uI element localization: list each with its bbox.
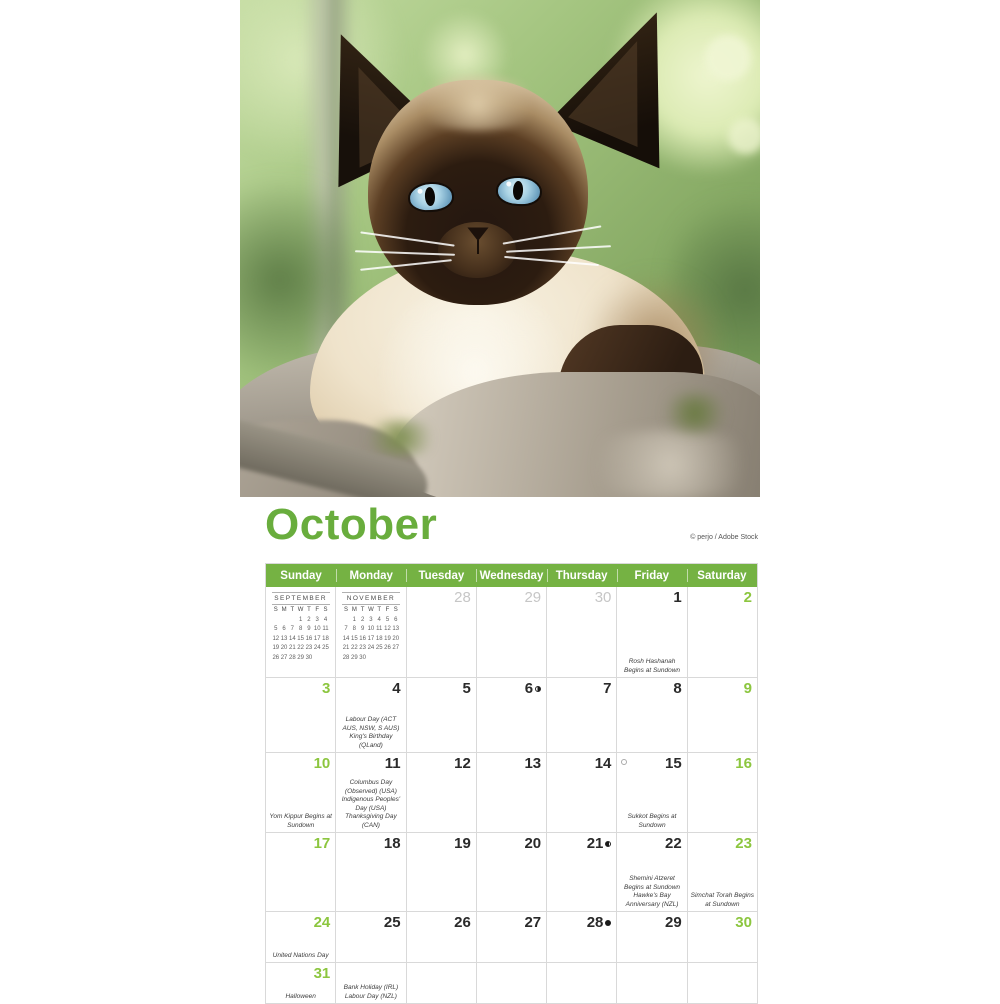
date-row (617, 753, 686, 771)
date-row (407, 753, 476, 771)
mini-date: 3 (315, 616, 319, 623)
mini-calendar-days (272, 606, 330, 664)
mini-date: 8 (298, 626, 303, 633)
date-row (617, 587, 686, 605)
date-row (477, 678, 546, 696)
date-number: 16 (735, 755, 752, 772)
mini-calendar-title: NOVEMBER (342, 592, 400, 605)
date-row (266, 833, 335, 851)
day-cell (335, 587, 405, 677)
date-number: 18 (383, 835, 401, 852)
date-row (266, 963, 335, 981)
mini-date: 20 (392, 635, 400, 642)
week-row (266, 752, 757, 832)
mini-dow: S (273, 607, 278, 613)
day-cell (687, 753, 757, 832)
mini-date: 10 (313, 626, 321, 633)
mini-date: 11 (322, 626, 329, 633)
day-cell (687, 912, 757, 962)
day-cell (266, 833, 335, 911)
date-row (407, 833, 476, 851)
mini-calendar-title: SEPTEMBER (272, 592, 330, 605)
day-cell (616, 963, 686, 1003)
holiday-line: Thanksgiving Day (CAN) (345, 813, 397, 829)
day-cell (266, 587, 335, 677)
day-cell (546, 678, 616, 752)
holiday-text (690, 892, 755, 909)
mini-date: 16 (305, 635, 313, 642)
foliage-bokeh-small (705, 35, 751, 81)
day-cell (335, 963, 405, 1003)
date-row (407, 587, 476, 605)
day-cell (616, 678, 686, 752)
holiday-text (338, 716, 403, 750)
date-number: 2 (743, 589, 752, 606)
holiday-line: Bank Holiday (IRL) (343, 984, 399, 992)
day-cell (266, 753, 335, 832)
mini-date (342, 616, 350, 626)
mini-date: 23 (305, 645, 313, 652)
mini-date: 14 (289, 635, 296, 642)
cat-photo (240, 0, 760, 497)
day-cell (406, 678, 476, 752)
day-cell (266, 963, 335, 1003)
weekday-header-row (266, 564, 757, 587)
mini-date: 28 (289, 654, 296, 661)
date-row (547, 833, 616, 851)
mini-date: 3 (369, 616, 373, 623)
mini-date: 13 (280, 635, 288, 642)
mini-date: 19 (272, 645, 280, 652)
date-number: 14 (594, 755, 612, 772)
day-cell (687, 587, 757, 677)
date-row (688, 678, 757, 696)
mini-date: 15 (351, 635, 358, 642)
date-number: 30 (594, 589, 612, 606)
mini-date: 4 (323, 616, 328, 623)
mini-date (375, 654, 383, 664)
mini-date: 20 (280, 645, 288, 652)
month-title: October (265, 500, 438, 549)
first-quarter-moon-icon (535, 686, 541, 692)
holiday-line: Yom Kippur Begins at Sundown (269, 813, 332, 829)
day-cell (546, 753, 616, 832)
mini-dow: W (368, 607, 374, 613)
mini-date (313, 654, 321, 664)
day-cell (616, 833, 686, 911)
week-row (266, 677, 757, 752)
date-number: 13 (524, 755, 542, 772)
date-row (407, 912, 476, 930)
mini-date: 25 (322, 645, 329, 652)
mini-date: 14 (342, 635, 350, 642)
date-number: 28 (454, 589, 471, 606)
date-row (477, 587, 546, 605)
mini-date: 10 (367, 626, 375, 633)
date-row (547, 753, 616, 771)
mini-dow: S (323, 607, 328, 613)
day-cell (476, 912, 546, 962)
day-cell (476, 963, 546, 1003)
photo-credit: © perjo / Adobe Stock (690, 534, 758, 541)
mini-date (392, 654, 400, 664)
mini-date (288, 616, 296, 626)
date-number: 8 (673, 680, 682, 697)
date-number: 27 (524, 914, 542, 931)
date-row (336, 753, 405, 771)
date-number: 4 (392, 680, 401, 697)
mini-calendar-november (342, 592, 400, 664)
mini-date: 30 (359, 654, 366, 661)
date-row (688, 587, 757, 605)
mini-date: 27 (392, 645, 400, 652)
weekday-header-wednesday: Wednesday (476, 564, 546, 587)
holiday-line: Indigenous Peoples' Day (USA) (341, 796, 401, 812)
mini-date: 29 (297, 654, 304, 661)
calendar-grid (265, 563, 758, 1004)
date-number: 25 (383, 914, 401, 931)
mini-date (280, 616, 288, 626)
holiday-line: King's Birthday (QLand) (349, 733, 393, 749)
mini-date: 1 (298, 616, 303, 623)
date-number: 29 (524, 589, 542, 606)
mini-date: 17 (367, 635, 375, 642)
mini-date: 12 (272, 635, 280, 642)
day-cell (616, 912, 686, 962)
day-cell (616, 587, 686, 677)
mini-date: 12 (384, 626, 391, 633)
mini-dow: T (360, 607, 365, 613)
date-row (336, 912, 405, 930)
holiday-line: Halloween (285, 992, 316, 1000)
holiday-text (338, 984, 403, 1001)
date-number: 7 (603, 680, 612, 697)
day-cell (476, 753, 546, 832)
mini-date (321, 654, 329, 664)
date-number: 9 (743, 680, 752, 697)
holiday-line: Rosh Hashanah Begins at Sundown (624, 658, 681, 674)
weekday-header-thursday: Thursday (547, 564, 617, 587)
mini-date: 26 (272, 654, 280, 661)
mini-dow: T (307, 607, 311, 613)
date-number: 20 (524, 835, 542, 852)
day-cell (406, 833, 476, 911)
day-cell (335, 753, 405, 832)
mini-date: 8 (352, 626, 357, 633)
holiday-line: Hawke's Bay Anniversary (NZL) (625, 892, 679, 908)
date-row (266, 678, 335, 696)
mini-date: 5 (274, 626, 278, 633)
mini-date: 23 (359, 645, 366, 652)
mini-dow: W (297, 607, 304, 613)
date-row (617, 833, 686, 851)
date-number: 12 (454, 755, 471, 772)
date-number: 11 (384, 755, 401, 772)
day-cell (406, 963, 476, 1003)
mini-date: 30 (305, 654, 313, 661)
day-cell (335, 912, 405, 962)
mini-dow: T (377, 607, 382, 613)
mini-dow: F (385, 607, 390, 613)
holiday-text (619, 813, 684, 830)
day-cell (406, 912, 476, 962)
date-row (688, 833, 757, 851)
date-row (547, 587, 616, 605)
mini-date: 22 (351, 645, 358, 652)
mini-date: 25 (375, 645, 383, 652)
day-cell (687, 963, 757, 1003)
week-row (266, 832, 757, 911)
mini-date: 7 (344, 626, 348, 633)
date-row (617, 678, 686, 696)
date-row (547, 678, 616, 696)
day-cell (266, 678, 335, 752)
mini-date: 9 (360, 626, 365, 633)
mini-date: 17 (313, 635, 321, 642)
date-number: 22 (665, 835, 682, 852)
mini-date: 18 (375, 635, 383, 642)
holiday-line: Labour Day (NZL) (344, 992, 397, 1000)
mini-dow: M (351, 607, 357, 613)
holiday-line: Labour Day (ACT AUS, NSW, S AUS) (342, 716, 400, 732)
mini-date: 19 (384, 635, 391, 642)
mini-date: 6 (394, 616, 398, 623)
weekday-header-saturday: Saturday (687, 564, 757, 587)
mini-dow: T (290, 607, 295, 613)
mini-date: 15 (297, 635, 304, 642)
mini-date: 24 (313, 645, 321, 652)
date-number: 3 (321, 680, 331, 697)
weekday-header-tuesday: Tuesday (406, 564, 476, 587)
date-number: 30 (735, 914, 752, 931)
week-row (266, 962, 757, 1003)
weekday-header-sunday: Sunday (280, 569, 322, 582)
mini-date: 24 (367, 645, 375, 652)
weekday-header-friday: Friday (617, 564, 687, 587)
day-cell (406, 587, 476, 677)
day-cell (546, 587, 616, 677)
mini-date: 26 (384, 645, 391, 652)
mini-date: 11 (376, 626, 383, 633)
mini-date: 6 (282, 626, 286, 633)
mini-dow: S (393, 607, 398, 613)
date-number: 17 (313, 835, 331, 852)
last-quarter-moon-icon (605, 841, 611, 847)
day-cell (546, 963, 616, 1003)
date-row (688, 753, 757, 771)
moss-patch (660, 393, 730, 433)
week-row (266, 911, 757, 962)
foliage-bokeh-small (728, 118, 760, 154)
date-number: 23 (735, 835, 752, 852)
day-cell (335, 833, 405, 911)
date-number: 6 (524, 680, 534, 697)
mini-dow: M (281, 607, 287, 613)
date-number: 10 (313, 755, 331, 772)
new-moon-icon (605, 920, 611, 926)
mini-date: 4 (377, 616, 381, 623)
mini-date: 1 (352, 616, 357, 623)
date-number: 29 (665, 914, 682, 931)
holiday-line: Shemini Atzeret Begins at Sundown (624, 875, 681, 891)
weekday-header-monday: Monday (336, 564, 406, 587)
holiday-line: Sukkot Begins at Sundown (627, 813, 677, 829)
cat-crown-highlight (410, 76, 545, 131)
holiday-text (268, 813, 333, 830)
date-row (477, 833, 546, 851)
date-number: 24 (313, 914, 331, 931)
day-cell (616, 753, 686, 832)
mini-date: 27 (280, 654, 288, 661)
weeks-container (266, 587, 757, 1003)
mini-date: 2 (307, 616, 311, 623)
date-row (407, 678, 476, 696)
date-number: 15 (665, 755, 682, 772)
date-number: 26 (454, 914, 471, 931)
date-number: 21 (586, 835, 604, 852)
date-row (336, 833, 405, 851)
mini-dow: F (315, 607, 320, 613)
holiday-line: United Nations Day (272, 951, 329, 959)
day-cell (687, 678, 757, 752)
date-row (477, 912, 546, 930)
mini-date (383, 654, 391, 664)
day-cell (476, 587, 546, 677)
date-row (266, 753, 335, 771)
date-number: 19 (454, 835, 471, 852)
mini-date: 13 (392, 626, 400, 633)
date-row (617, 912, 686, 930)
date-number: 5 (462, 680, 471, 697)
holiday-text (619, 658, 684, 675)
holiday-text (619, 875, 684, 909)
holiday-text (268, 952, 333, 960)
mini-dow: S (344, 607, 349, 613)
mini-calendar-september (272, 592, 330, 664)
moss-patch (360, 420, 440, 456)
day-cell (546, 833, 616, 911)
day-cell (266, 912, 335, 962)
date-number: 1 (673, 589, 682, 606)
cat-mouth (477, 240, 479, 254)
mini-date: 21 (289, 645, 296, 652)
day-cell (335, 678, 405, 752)
mini-date: 22 (297, 645, 304, 652)
date-row (266, 912, 335, 930)
mini-date: 28 (342, 654, 350, 661)
holiday-line: Columbus Day (Observed) (USA) (344, 779, 397, 795)
week-row (266, 587, 757, 677)
mini-date (272, 616, 280, 626)
mini-date: 29 (351, 654, 358, 661)
date-row (547, 912, 616, 930)
holiday-text (338, 779, 403, 830)
date-number: 31 (313, 965, 331, 982)
rock-highlight (570, 430, 760, 497)
mini-date: 9 (307, 626, 311, 633)
mini-date: 7 (290, 626, 295, 633)
date-row (688, 912, 757, 930)
mini-date: 21 (342, 645, 350, 652)
day-cell (476, 678, 546, 752)
holiday-line: Simchat Torah Begins at Sundown (690, 892, 754, 908)
mini-date: 16 (359, 635, 366, 642)
mini-date: 18 (322, 635, 329, 642)
day-cell (406, 753, 476, 832)
mini-date: 5 (385, 616, 390, 623)
mini-date: 2 (360, 616, 365, 623)
date-row (336, 678, 405, 696)
mini-date (367, 654, 375, 664)
day-cell (687, 833, 757, 911)
day-cell (546, 912, 616, 962)
date-row (477, 753, 546, 771)
mini-calendar-days (342, 606, 400, 664)
date-number: 28 (586, 914, 604, 931)
day-cell (476, 833, 546, 911)
